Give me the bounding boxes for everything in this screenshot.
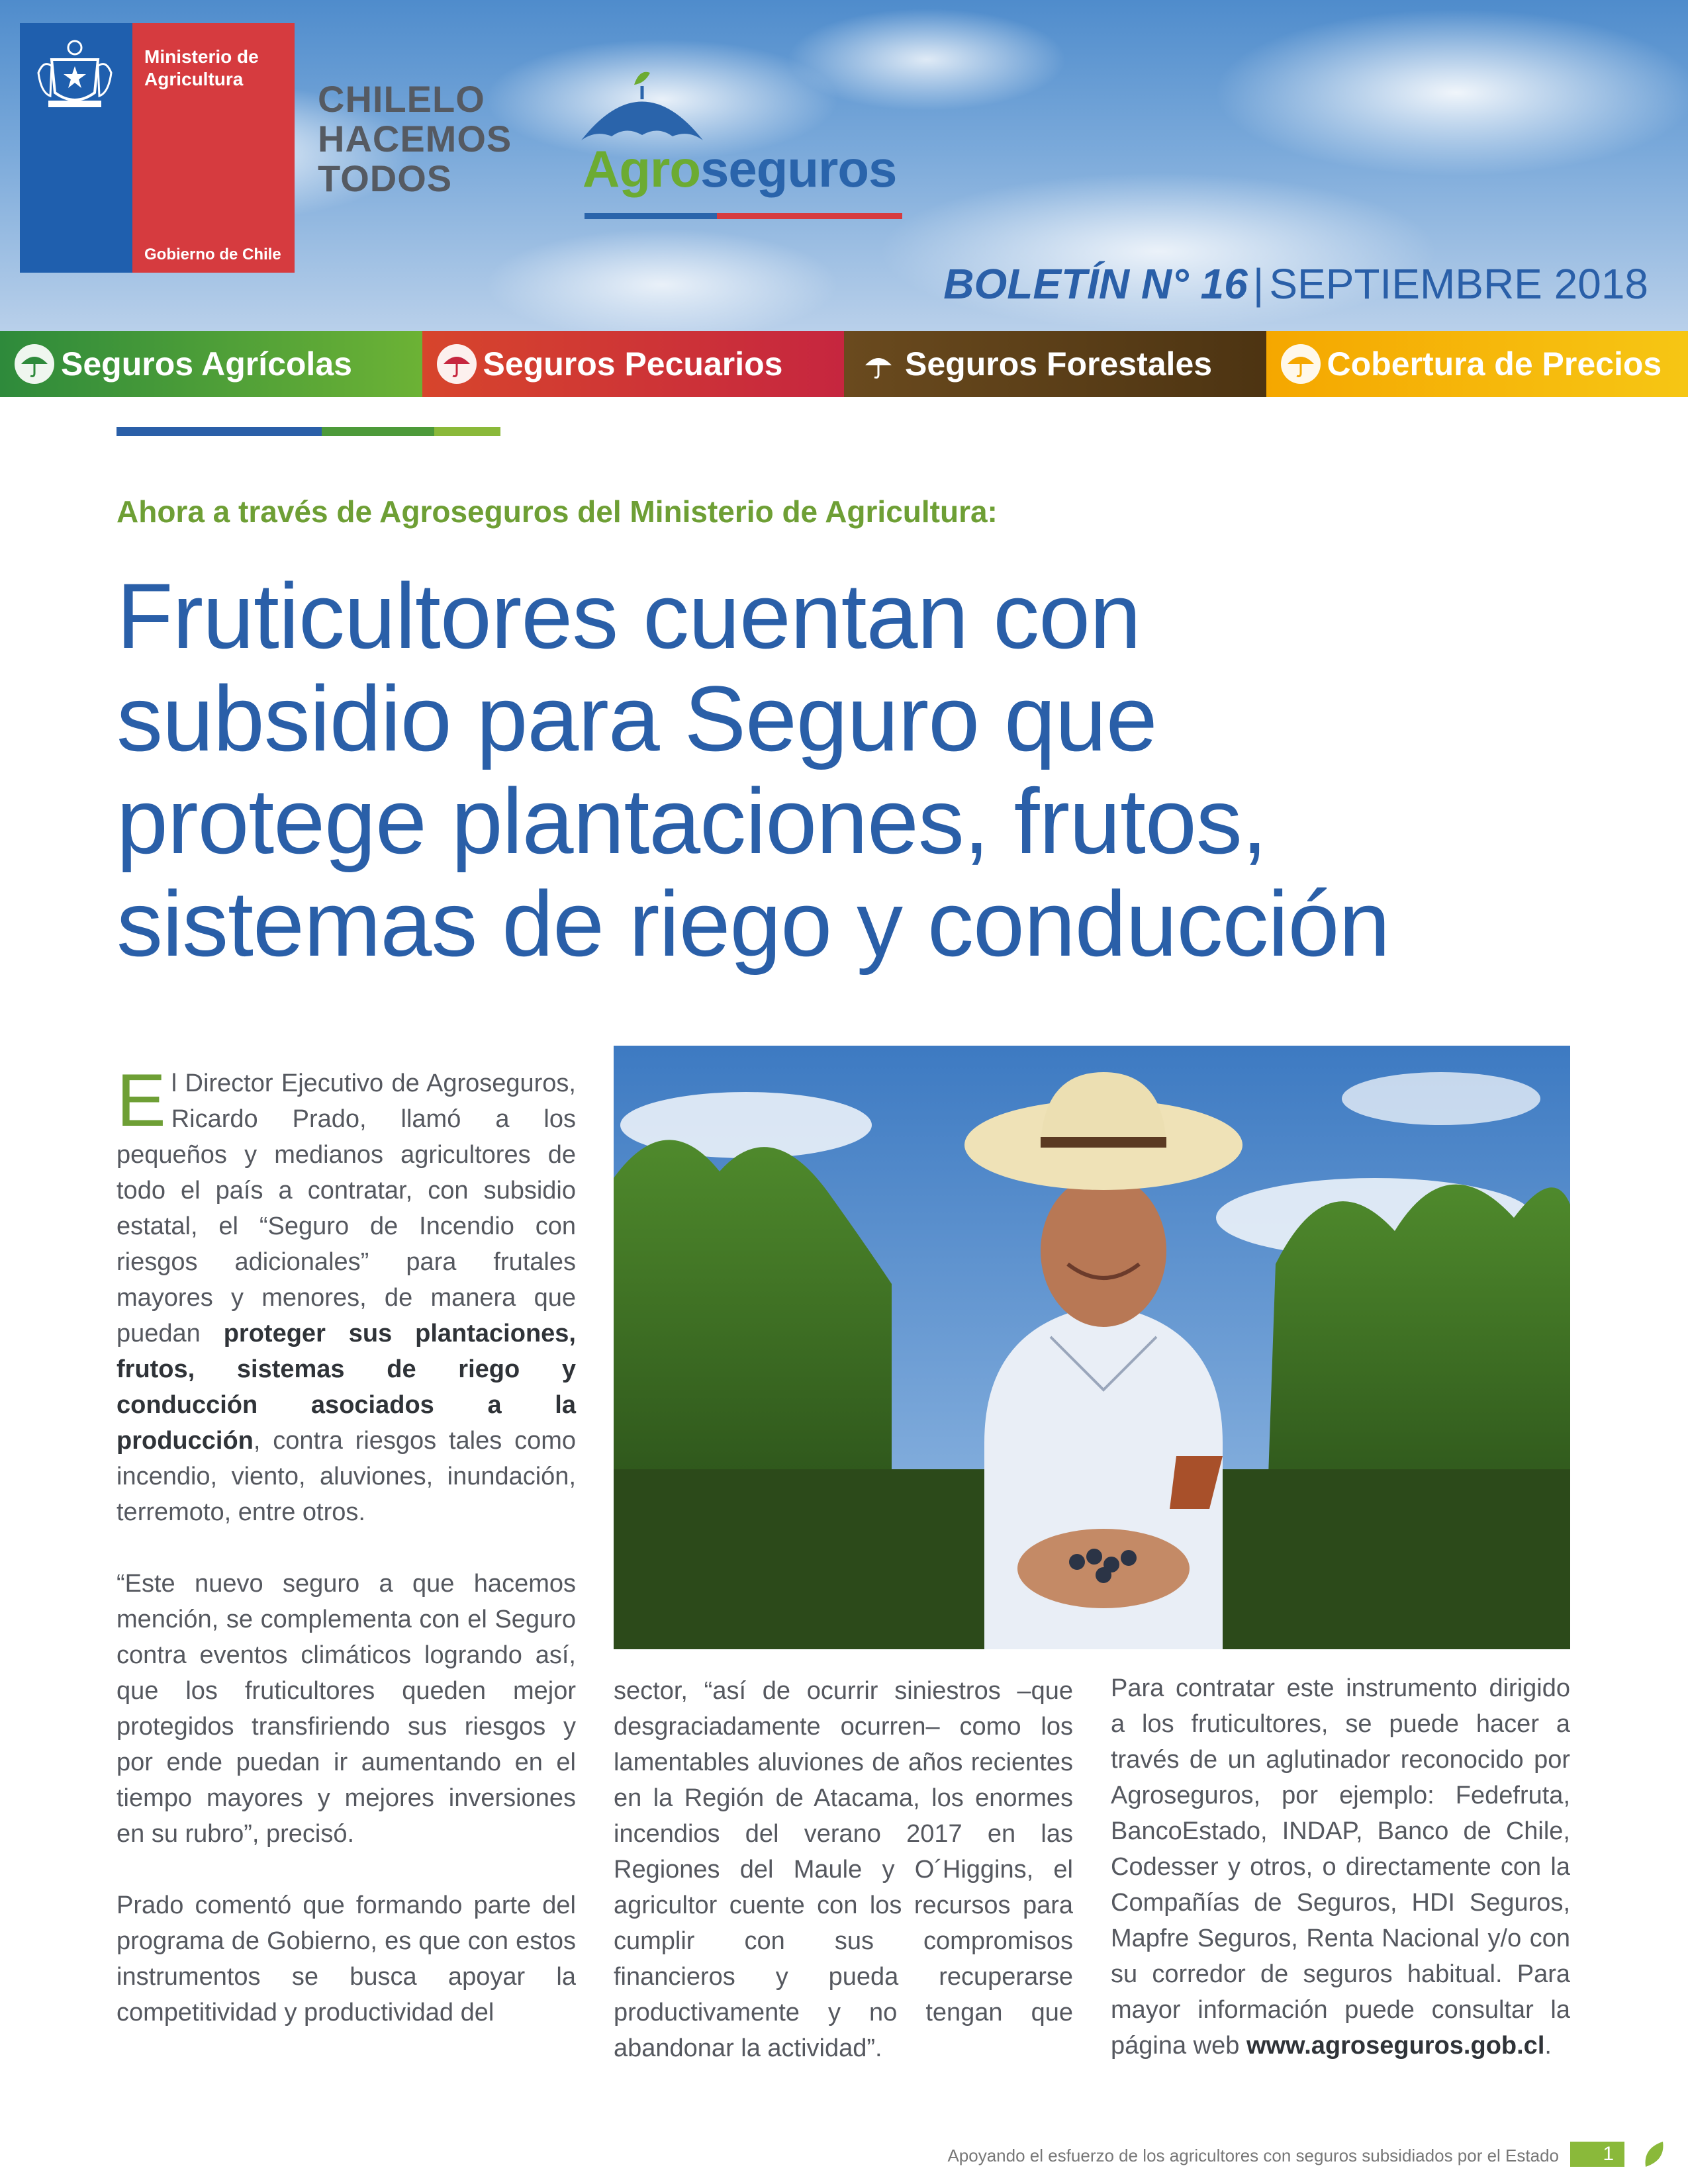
umbrella-icon — [1281, 344, 1321, 384]
bulletin-info — [943, 259, 1648, 308]
article-column-2 — [614, 1673, 1073, 2102]
slogan-line: CHILELO — [318, 78, 485, 120]
bulletin-separator: | — [1252, 260, 1264, 308]
headline-line: sistemas de riego y conducción — [117, 872, 1390, 976]
accent-line-green — [322, 427, 434, 436]
paragraph-text: Para contratar este instrumento dirigido a los fruticultores, se puede hacer a través de un aglutinador reconocido por Agroseguros, por ejemplo: Fedefruta, BancoEstado, INDAP, Banco de Chile, Codesser y otros, o directamente con la Compañías de Seguros, HDI Seguros, Mapfre Seguros, Renta Nacional y/o con su corredor de seguros habitual. Para mayor información puede consultar la página web — [1111, 1674, 1570, 2060]
article-kicker: Ahora a través de Agroseguros del Ministerio de Agricultura: — [117, 494, 998, 529]
campaign-slogan — [318, 79, 512, 199]
article-paragraph — [117, 1059, 576, 1530]
article-column-1 — [117, 1059, 576, 2066]
umbrella-icon — [859, 344, 898, 384]
coat-of-arms-icon — [32, 33, 118, 113]
website-link[interactable]: www.agroseguros.gob.cl — [1246, 2032, 1545, 2060]
paragraph-text: , contra riesgos tales como incendio, viento, aluviones, inundación, terremoto, entre otros. — [117, 1427, 576, 1526]
brand-part-agro: Agro — [583, 140, 700, 198]
tab-seguros-pecuarios[interactable] — [422, 331, 845, 397]
slogan-line: TODOS — [318, 158, 453, 199]
article-headline — [117, 565, 1606, 975]
tab-label: Seguros Agrícolas — [61, 345, 352, 383]
tab-seguros-agricolas[interactable] — [0, 331, 422, 397]
paragraph-bold-text: proteger sus plantaciones, frutos, sistemas de riego y conducción asociados a la producción — [117, 1320, 576, 1455]
government-name: Gobierno de Chile — [144, 246, 281, 263]
government-logo — [20, 23, 295, 273]
article-paragraph: Prado comentó que formando parte del programa de Gobierno, es que con estos instrumentos se busca apoyar la competitividad y productividad del — [117, 1891, 576, 2026]
tab-cobertura-de-precios[interactable] — [1266, 331, 1688, 397]
article-paragraph: “Este nuevo seguro a que hacemos mención, se complementa con el Seguro contra eventos climáticos logrando así, que los fruticultores queden mejor protegidos transfiriendo sus riesgos y por ende puedan ir aumentando en el tiempo mayores y mejores inversiones en su rubro”, precisó. — [117, 1570, 576, 1848]
headline-line: protege plantaciones, frutos, — [117, 769, 1267, 873]
section-nav — [0, 331, 1688, 397]
brand-part-seguros: seguros — [700, 140, 897, 198]
accent-line-lightgreen — [434, 427, 500, 436]
tab-label: Cobertura de Precios — [1327, 345, 1662, 383]
article-paragraph — [1111, 1670, 1570, 2064]
umbrella-icon — [437, 344, 477, 384]
umbrella-icon — [15, 344, 54, 384]
headline-line: Fruticultores cuentan con — [117, 564, 1141, 668]
bulletin-date: SEPTIEMBRE 2018 — [1269, 260, 1648, 308]
tab-label: Seguros Pecuarios — [483, 345, 783, 383]
page-number: 1 — [1570, 2142, 1624, 2167]
tab-seguros-forestales[interactable] — [844, 331, 1266, 397]
slogan-line: HACEMOS — [318, 118, 512, 159]
paragraph-text: l Director Ejecutivo de Agroseguros, Ricardo Prado, llamó a los pequeños y medianos agricultores de todo el país a contratar, con subsidio estatal, el “Seguro de Incendio con riesgos adicionales” para frutales mayores y menores, de manera que puedan — [117, 1069, 576, 1347]
tab-label: Seguros Forestales — [905, 345, 1213, 383]
farmer-photo — [614, 1046, 1570, 1649]
paragraph-text: . — [1544, 2032, 1552, 2060]
article-paragraph: sector, “así de ocurrir siniestros –que desgraciadamente ocurren– como los lamentables aluviones de años recientes en la Región de Atacama, los enormes incendios del verano 2017 en las Regiones del Maule y O´Higgins, el agricultor cuente con los recursos para cumplir con sus compromisos financieros y pueda recuperarse productivamente y no tengan que abandonar la actividad”. — [614, 1677, 1073, 2062]
article-column-3 — [1111, 1670, 1570, 2099]
ministry-name: Ministerio de Agricultura — [144, 46, 259, 89]
bulletin-number: BOLETÍN N° 16 — [943, 260, 1248, 308]
headline-line: subsidio para Seguro que — [117, 666, 1157, 770]
footer-tagline: Apoyando el esfuerzo de los agricultores con seguros subsidiados por el Estado — [947, 2146, 1559, 2165]
brand-underline — [585, 213, 902, 219]
header-banner — [0, 0, 1688, 331]
leaf-icon — [1642, 2139, 1665, 2169]
agroseguros-wordmark — [583, 139, 896, 199]
accent-line-blue — [117, 427, 322, 436]
drop-cap: E — [117, 1059, 166, 1142]
